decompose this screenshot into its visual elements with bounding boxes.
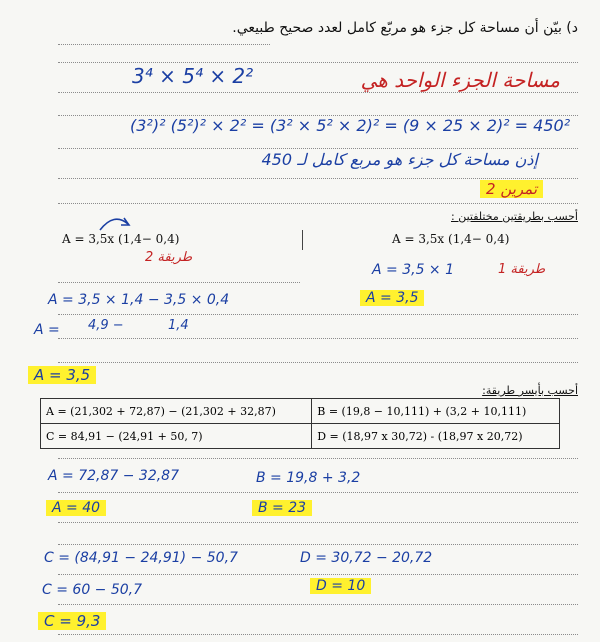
method-2-label: طريقة 2	[145, 250, 193, 265]
divider	[302, 230, 303, 250]
method-2-step-1: A = 3,5 × 1,4 − 3,5 × 0,4	[48, 292, 230, 308]
handwritten-expression: (3²)² (5²)² × 2² = (3² × 5² × 2)² = (9 × 25 × 2)² = 450²	[130, 116, 571, 135]
ruled-line	[58, 338, 578, 339]
ruled-line	[58, 148, 578, 149]
answer-line	[58, 44, 270, 45]
handwritten-area-label: مساحة الجزء الواحد هي	[360, 68, 560, 92]
ruled-line	[58, 92, 578, 93]
curved-arrow-icon	[96, 210, 136, 232]
expression-left: A = 3,5x (1,4− 0,4)	[62, 232, 180, 246]
expression-right: A = 3,5x (1,4− 0,4)	[392, 232, 510, 246]
handwritten-conclusion: إذن مساحة كل جزء هو مربع كامل لـ 450	[261, 150, 538, 169]
table-cell-d: D = (18,97 x 30,72) - (18,97 x 20,72)	[312, 424, 560, 449]
table-row	[41, 399, 560, 424]
ruled-line	[58, 362, 578, 363]
ruled-line	[58, 634, 578, 635]
answer-a-step: A = 72,87 − 32,87	[48, 468, 179, 484]
expressions-table	[40, 398, 560, 449]
answer-c-step-1: C = (84,91 − 24,91) − 50,7	[44, 550, 238, 566]
handwritten-expression: 3⁴ × 5⁴ × 2²	[132, 64, 254, 88]
answer-b-result: B = 23	[252, 500, 312, 516]
table-row	[41, 424, 560, 449]
ruled-line	[58, 574, 578, 575]
method-2-step-2a: A =	[34, 322, 60, 338]
ruled-line	[58, 62, 578, 63]
answer-d-result: D = 10	[310, 578, 371, 594]
method-1-step: A = 3,5 × 1	[372, 262, 455, 278]
exercise-label: تمرين 2	[480, 180, 543, 198]
answer-a-result: A = 40	[46, 500, 106, 516]
answer-d-step: D = 30,72 − 20,72	[300, 550, 433, 566]
ruled-line	[58, 282, 300, 283]
ruled-line	[58, 178, 578, 179]
instruction-easiest: أحسب بأيسر طريقة:	[482, 384, 578, 397]
method-1-result: A = 3,5	[360, 290, 424, 306]
method-1-label: طريقة 1	[498, 262, 546, 277]
question-d: د) بيّن أن مساحة كل جزء هو مربّع كامل لعدد صحيح طبيعي.	[232, 20, 578, 36]
table-cell-c: C = 84,91 − (24,91 + 50, 7)	[41, 424, 312, 449]
instruction-two-ways: أحسب بطريقتين مختلفتين :	[451, 210, 578, 223]
answer-b-step: B = 19,8 + 3,2	[256, 470, 361, 486]
method-2-step-2c: 1,4	[168, 318, 189, 333]
answer-c-result: C = 9,3	[38, 612, 106, 630]
answer-c-step-2: C = 60 − 50,7	[42, 582, 143, 598]
ruled-line	[58, 458, 578, 459]
ruled-line	[58, 604, 578, 605]
ruled-line	[58, 522, 578, 523]
method-2-result: A = 3,5	[28, 366, 96, 384]
table-cell-a: A = (21,302 + 72,87) − (21,302 + 32,87)	[41, 399, 312, 424]
ruled-line	[58, 544, 578, 545]
ruled-line	[58, 203, 578, 204]
ruled-line	[58, 314, 578, 315]
ruled-line	[58, 492, 578, 493]
method-2-step-2b: 4,9 −	[88, 318, 124, 333]
table-cell-b: B = (19,8 − 10,111) + (3,2 + 10,111)	[312, 399, 560, 424]
